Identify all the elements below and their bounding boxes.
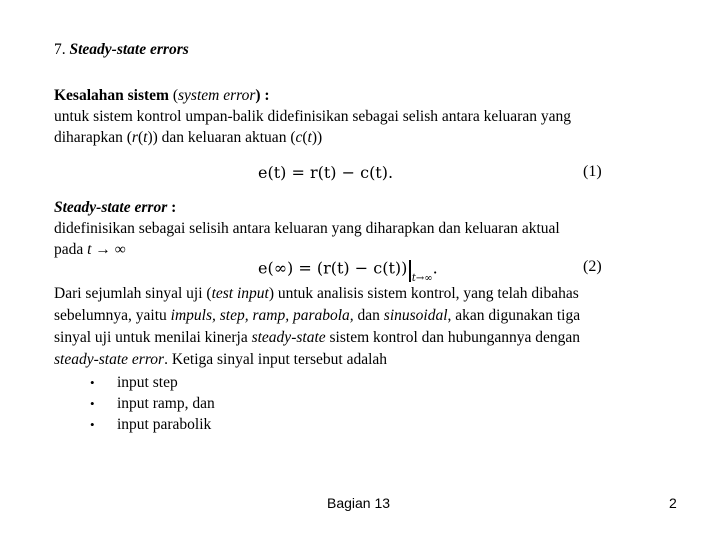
definition1-paren-close: ) :: [255, 87, 270, 104]
definition1-heading-text: Kesalahan sistem: [54, 87, 169, 104]
paragraph-l3-b: sistem kontrol dan hubungannya dengan: [325, 329, 581, 346]
definition2-heading: [54, 198, 176, 218]
equation2-left: e(∞) = (r(t) − c(t)): [258, 258, 408, 278]
paragraph-l4-b: . Ketiga sinyal input tersebut adalah: [164, 351, 388, 368]
equation1: e(t) = r(t) − c(t).: [258, 163, 394, 182]
definition1-line2-c: )) dan keluaran aktuan (: [147, 129, 296, 146]
definition2-line2-t: t: [87, 241, 92, 258]
paragraph-l1-a: Dari sejumlah sinyal uji (: [54, 285, 212, 302]
definition1-line2: [54, 128, 322, 148]
paragraph-l2-b: dan: [353, 307, 384, 324]
list-item: [0, 373, 720, 393]
paragraph-l1-i: test input: [211, 285, 269, 302]
paragraph-l2-c: , akan digunakan tiga: [447, 307, 581, 324]
bullet-icon: •: [90, 396, 95, 411]
definition1-line2-cv: c: [295, 129, 303, 146]
definition1-line2-e: )): [311, 129, 323, 146]
bullet-icon: •: [90, 417, 95, 432]
evaluation-bar: [409, 260, 411, 282]
page-number: 2: [669, 495, 677, 511]
definition1-paren-open: (: [168, 87, 179, 104]
list-item: [0, 394, 720, 414]
definition2-line2-a: pada: [54, 241, 88, 258]
list-item-text: input ramp, dan: [117, 395, 215, 412]
definition1-line1: untuk sistem kontrol umpan-balik didefinisikan sebagai selish antara keluaran yang: [54, 108, 571, 125]
footer-label: Bagian 13: [327, 495, 391, 511]
bullet-icon: •: [90, 375, 95, 390]
definition1-line2-d: (: [302, 129, 308, 146]
equation2-right: .: [432, 258, 438, 278]
paragraph-line1: [54, 284, 579, 304]
definition2-line2: [54, 240, 126, 260]
equation2-subscript: t→∞: [411, 272, 433, 284]
definition2-heading-suffix: :: [167, 199, 177, 216]
definition1-line2-r: r: [131, 129, 138, 146]
list-item: [0, 415, 720, 435]
definition2-line1: didefinisikan sebagai selisih antara keluaran yang diharapkan dan keluaran aktual: [54, 220, 560, 237]
equation2: [258, 258, 438, 284]
definition1-line2-a: diharapkan (: [54, 129, 132, 146]
definition1-line2-t2: t: [307, 129, 312, 146]
paragraph-l2-i2: sinusoidal: [383, 307, 448, 324]
paragraph-line4: [54, 350, 387, 370]
definition1-heading: [54, 86, 270, 106]
paragraph-line2: [54, 306, 580, 326]
paragraph-l2-i: impuls, step, ramp, parabola,: [170, 307, 354, 324]
section-title: Steady-state errors: [69, 41, 189, 58]
paragraph-line3: [54, 328, 580, 348]
definition1-line2-t1: t: [143, 129, 148, 146]
paragraph-l3-a: sinyal uji untuk menilai kinerja: [54, 329, 252, 346]
section-heading: [54, 40, 189, 60]
definition2-heading-text: Steady-state error: [54, 199, 168, 216]
definition2-line2-b: → ∞: [91, 241, 126, 258]
paragraph-l2-a: sebelumnya, yaitu: [54, 307, 171, 324]
definition1-line2-b: (: [137, 129, 144, 146]
section-number: 7.: [54, 41, 66, 58]
definition1-term: system error: [178, 87, 256, 104]
list-item-text: input parabolik: [117, 416, 212, 433]
equation1-number: (1): [583, 163, 602, 180]
paragraph-l3-i: steady-state: [251, 329, 326, 346]
list-item-text: input step: [117, 374, 178, 391]
paragraph-l1-b: ) untuk analisis sistem kontrol, yang telah dibahas: [268, 285, 579, 302]
paragraph-l4-i: steady-state error: [54, 351, 165, 368]
equation2-number: (2): [583, 258, 602, 275]
